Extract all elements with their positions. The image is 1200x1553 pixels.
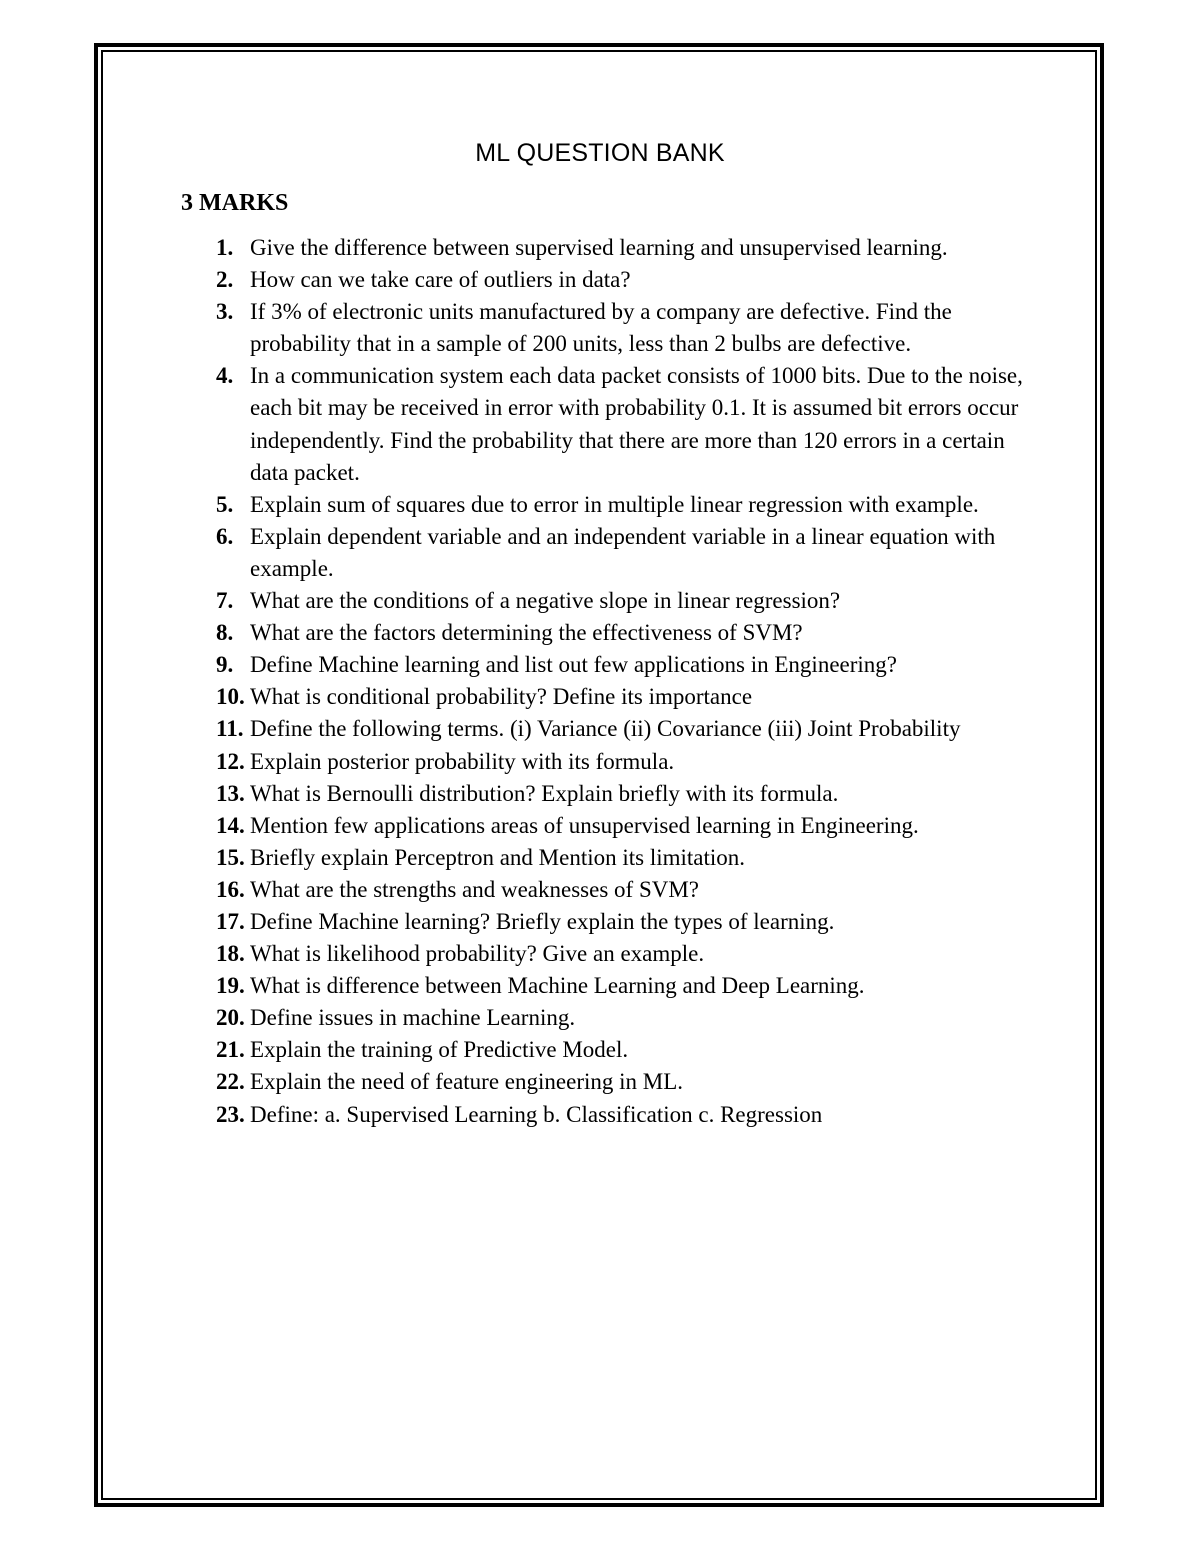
question-text: Explain sum of squares due to error in multiple linear regression with example. xyxy=(250,491,979,517)
question-item xyxy=(216,746,1026,778)
question-text: Explain dependent variable and an independent variable in a linear equation with example. xyxy=(250,523,996,581)
question-item xyxy=(216,489,1026,521)
question-item xyxy=(216,938,1026,970)
question-number: 21. xyxy=(216,1037,245,1063)
question-text: How can we take care of outliers in data? xyxy=(250,267,631,293)
question-text: What is conditional probability? Define its importance xyxy=(250,684,753,710)
question-number: 5. xyxy=(216,491,234,517)
question-number: 3. xyxy=(216,299,234,325)
page-title: ML QUESTION BANK xyxy=(475,139,725,167)
question-text: What is likelihood probability? Give an example. xyxy=(250,941,705,967)
question-number: 19. xyxy=(216,973,245,999)
question-text: Define the following terms. (i) Variance (ii) Covariance (iii) Joint Probability xyxy=(250,716,961,742)
question-number: 22. xyxy=(216,1069,245,1095)
question-item xyxy=(216,617,1026,649)
question-item xyxy=(216,585,1026,617)
question-text: In a communication system each data packet consists of 1000 bits. Due to the noise, each bit may be received in error with probability 0.1. It is assumed bit errors occur independently. Find the probability that there are more than 120 errors in a certain data packet. xyxy=(250,363,1023,485)
question-text: What are the factors determining the effectiveness of SVM? xyxy=(250,620,803,646)
question-number: 11. xyxy=(216,716,244,742)
question-item xyxy=(216,874,1026,906)
question-item xyxy=(216,681,1026,713)
question-number: 1. xyxy=(216,235,234,260)
question-item xyxy=(216,810,1026,842)
question-number: 17. xyxy=(216,908,245,934)
question-item xyxy=(216,906,1026,938)
question-text: Explain posterior probability with its formula. xyxy=(250,748,675,774)
question-text: Give the difference between supervised learning and unsupervised learning. xyxy=(250,235,948,260)
question-number: 4. xyxy=(216,363,234,389)
question-item xyxy=(216,778,1026,810)
question-number: 13. xyxy=(216,780,245,806)
question-number: 18. xyxy=(216,941,245,967)
question-number: 10. xyxy=(216,684,245,710)
question-item xyxy=(216,1066,1026,1098)
question-text: What is Bernoulli distribution? Explain briefly with its formula. xyxy=(250,780,839,806)
question-item xyxy=(216,713,1026,745)
question-number: 9. xyxy=(216,652,234,678)
question-number: 15. xyxy=(216,844,245,870)
question-number: 6. xyxy=(216,523,234,549)
question-item xyxy=(216,1034,1026,1066)
question-number: 14. xyxy=(216,812,245,838)
question-item xyxy=(216,842,1026,874)
question-number: 8. xyxy=(216,620,234,646)
question-text: If 3% of electronic units manufactured by a company are defective. Find the probability that in a sample of 200 units, less than 2 bulbs are defective. xyxy=(250,299,952,357)
question-number: 20. xyxy=(216,1005,245,1031)
question-text: What are the strengths and weaknesses of SVM? xyxy=(250,876,700,902)
question-text: Explain the need of feature engineering in ML. xyxy=(250,1069,684,1095)
question-item xyxy=(216,360,1026,488)
question-number: 16. xyxy=(216,876,245,902)
question-item xyxy=(216,1099,1026,1131)
question-item xyxy=(216,521,1026,585)
question-text: Briefly explain Perceptron and Mention its limitation. xyxy=(250,844,746,870)
question-number: 23. xyxy=(216,1101,245,1127)
question-text: Explain the training of Predictive Model. xyxy=(250,1037,629,1063)
question-item xyxy=(216,232,1026,264)
question-item xyxy=(216,1002,1026,1034)
question-text: What is difference between Machine Learning and Deep Learning. xyxy=(250,973,865,999)
section-heading: 3 MARKS xyxy=(181,190,289,216)
question-text: Define Machine learning and list out few applications in Engineering? xyxy=(250,652,897,678)
question-item xyxy=(216,649,1026,681)
question-text: Define: a. Supervised Learning b. Classification c. Regression xyxy=(250,1101,823,1127)
question-number: 2. xyxy=(216,267,234,293)
question-item xyxy=(216,296,1026,360)
question-list xyxy=(216,232,1026,1131)
question-text: Mention few applications areas of unsupervised learning in Engineering. xyxy=(250,812,919,838)
question-text: Define Machine learning? Briefly explain the types of learning. xyxy=(250,908,835,934)
question-item xyxy=(216,264,1026,296)
question-item xyxy=(216,970,1026,1002)
question-number: 7. xyxy=(216,588,234,614)
question-number: 12. xyxy=(216,748,245,774)
question-text: What are the conditions of a negative slope in linear regression? xyxy=(250,588,841,614)
question-text: Define issues in machine Learning. xyxy=(250,1005,576,1031)
